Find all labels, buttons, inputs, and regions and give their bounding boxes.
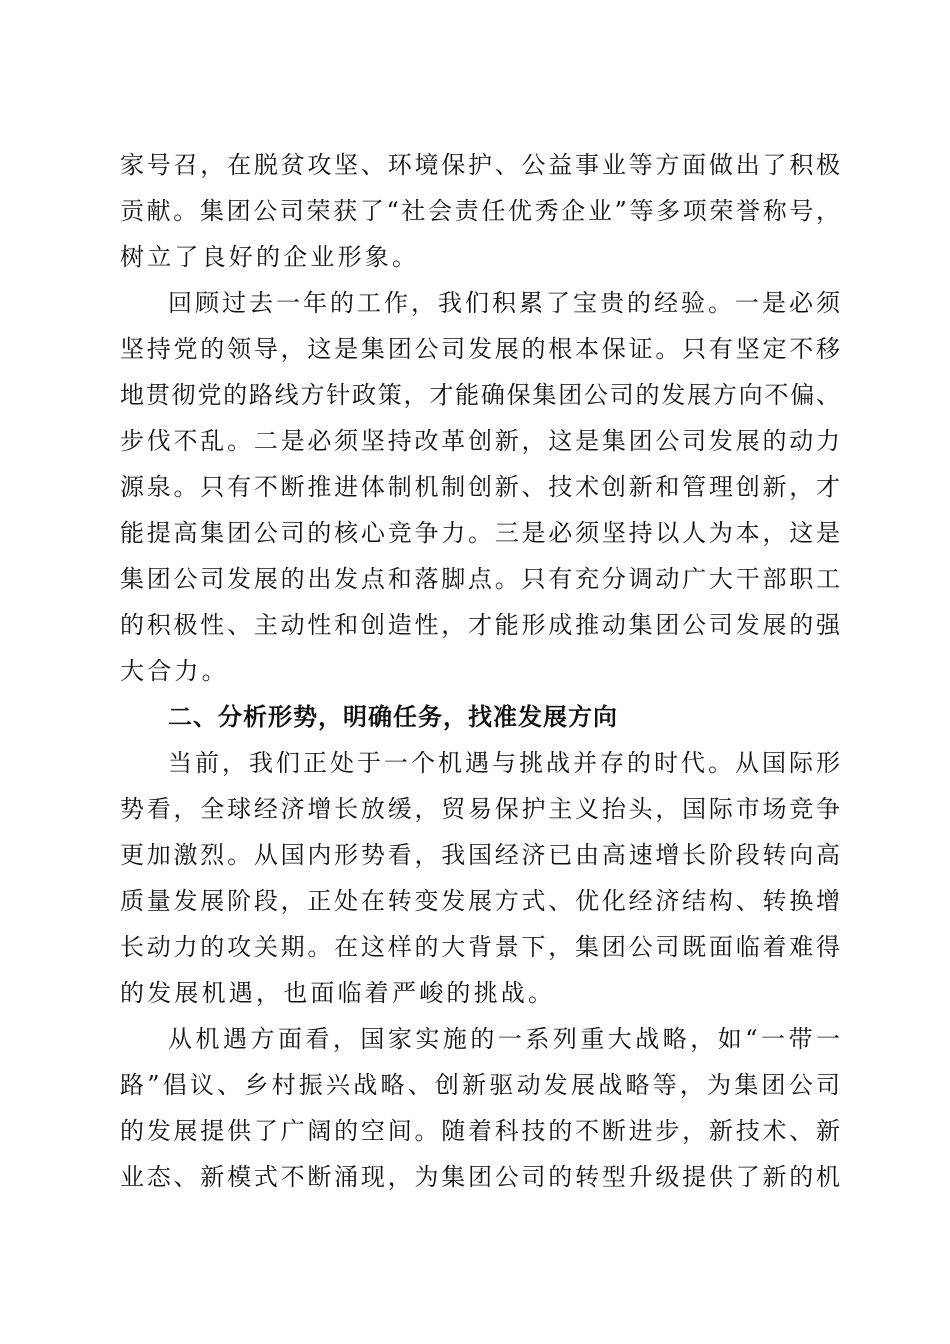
- text-line: 大合力。: [120, 657, 229, 685]
- body-text: [120, 142, 840, 1200]
- text-line: 的发展机遇，也面临着严峻的挑战。: [120, 979, 556, 1007]
- text-line: 能提高集团公司的核心竞争力。三是必须坚持以人为本，这是: [120, 519, 840, 547]
- text-line: 更加激烈。从国内形势看，我国经济已由高速增长阶段转向高: [120, 841, 840, 869]
- text-line: 地贯彻党的路线方针政策，才能确保集团公司的发展方向不偏、: [120, 381, 840, 409]
- paragraph-4: [120, 1016, 840, 1200]
- text-line: 当前，我们正处于一个机遇与挑战并存的时代。从国际形: [168, 749, 840, 777]
- text-line: 业态、新模式不断涌现，为集团公司的转型升级提供了新的机: [120, 1163, 840, 1191]
- paragraph-3: [120, 740, 840, 1016]
- text-line: 的发展提供了广阔的空间。随着科技的不断进步，新技术、新: [120, 1117, 840, 1145]
- text-line: 路”倡议、乡村振兴战略、创新驱动发展战略等，为集团公司: [120, 1071, 840, 1099]
- text-line: 集团公司发展的出发点和落脚点。只有充分调动广大干部职工: [120, 565, 840, 593]
- text-line: 树立了良好的企业形象。: [120, 243, 420, 271]
- text-line: 回顾过去一年的工作，我们积累了宝贵的经验。一是必须: [168, 289, 840, 317]
- text-line: 步伐不乱。二是必须坚持改革创新，这是集团公司发展的动力: [120, 427, 840, 455]
- text-line: 的积极性、主动性和创造性，才能形成推动集团公司发展的强: [120, 611, 840, 639]
- text-line: 贡献。集团公司荣获了“社会责任优秀企业”等多项荣誉称号，: [120, 197, 840, 225]
- text-line: 坚持党的领导，这是集团公司发展的根本保证。只有坚定不移: [120, 335, 840, 363]
- text-line: 质量发展阶段，正处在转变发展方式、优化经济结构、转换增: [120, 887, 840, 915]
- text-line: 势看，全球经济增长放缓，贸易保护主义抬头，国际市场竞争: [120, 795, 840, 823]
- text-line: 从机遇方面看，国家实施的一系列重大战略，如“一带一: [168, 1025, 840, 1053]
- paragraph-1: [120, 142, 840, 280]
- section-heading: 二、分析形势，明确任务，找准发展方向: [168, 703, 618, 731]
- text-line: 家号召，在脱贫攻坚、环境保护、公益事业等方面做出了积极: [120, 151, 840, 179]
- text-line: 长动力的攻关期。在这样的大背景下，集团公司既面临着难得: [120, 933, 840, 961]
- paragraph-2: [120, 280, 840, 694]
- text-line: 源泉。只有不断推进体制机制创新、技术创新和管理创新，才: [120, 473, 840, 501]
